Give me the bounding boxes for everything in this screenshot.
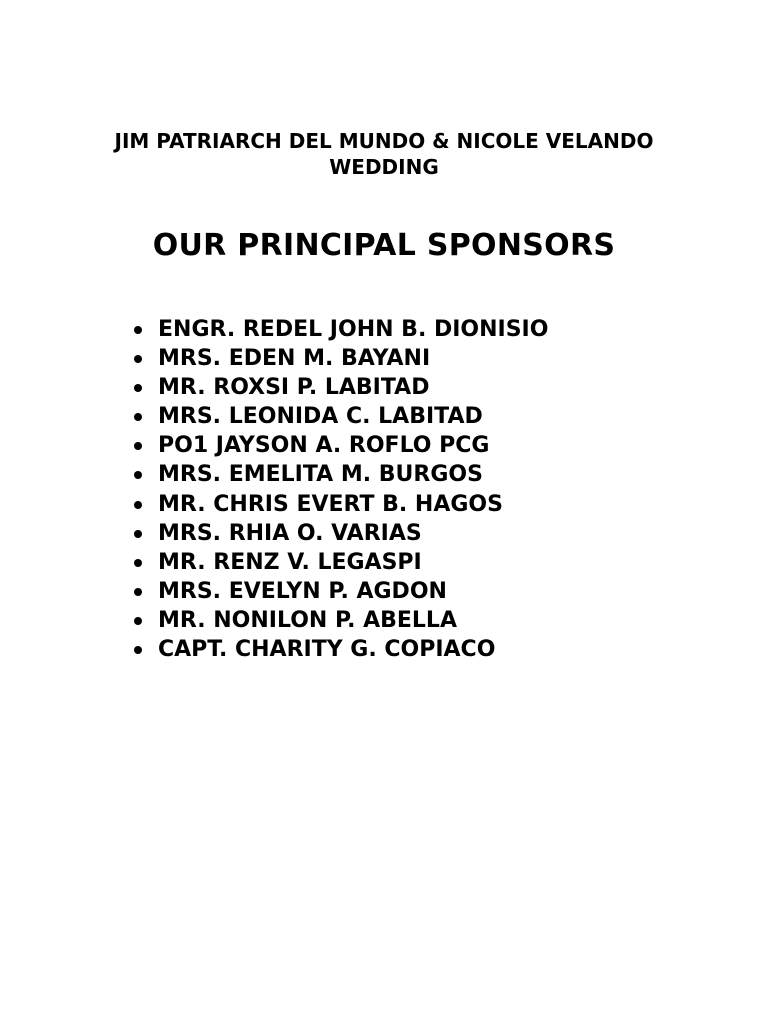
bullet-icon [134,326,142,334]
sponsor-item [130,344,548,373]
bullet-icon [134,442,142,450]
sponsor-name: MR. ROXSI P. LABITAD [158,375,430,401]
sponsor-name: ENGR. REDEL JOHN B. DIONISIO [158,317,549,342]
sponsor-name: MR. RENZ V. LEGASPI [158,549,422,575]
sponsor-item [130,577,548,606]
bullet-icon [134,617,142,625]
bullet-icon [134,646,142,654]
sponsor-name: MR. NONILON P. ABELLA [158,607,457,633]
sponsor-item [130,315,548,344]
sponsor-item [130,490,548,519]
bullet-icon [134,471,142,479]
bullet-icon [134,384,142,392]
sponsor-item [130,373,548,402]
sponsor-name: MRS. RHIA O. VARIAS [158,520,422,546]
sponsor-name: MRS. EMELITA M. BURGOS [158,462,483,488]
sponsor-item [130,548,548,577]
sponsor-name: MRS. EVELYN P. AGDON [158,578,447,604]
sponsor-name: MRS. EDEN M. BAYANI [158,346,431,372]
bullet-icon [134,559,142,567]
sponsor-item [130,431,548,460]
sponsor-list [130,315,548,664]
sponsor-item [130,519,548,548]
sponsor-name: MR. CHRIS EVERT B. HAGOS [158,491,503,517]
bullet-icon [134,588,142,596]
bullet-icon [134,413,142,421]
event-title-line-1: JIM PATRIARCH DEL MUNDO & NICOLE VELANDO [114,129,654,153]
bullet-icon [134,530,142,538]
event-title-line-2: WEDDING [329,155,439,179]
sponsor-item [130,460,548,489]
bullet-icon [134,501,142,509]
sponsor-item [130,402,548,431]
sponsor-name: PO1 JAYSON A. ROFLO PCG [158,433,490,459]
sponsor-name: MRS. LEONIDA C. LABITAD [158,404,483,430]
sponsor-item [130,635,548,664]
sponsor-name: CAPT. CHARITY G. COPIACO [158,637,496,663]
bullet-icon [134,355,142,363]
event-title [0,128,768,180]
sponsor-item [130,606,548,635]
section-heading: OUR PRINCIPAL SPONSORS [152,228,616,263]
